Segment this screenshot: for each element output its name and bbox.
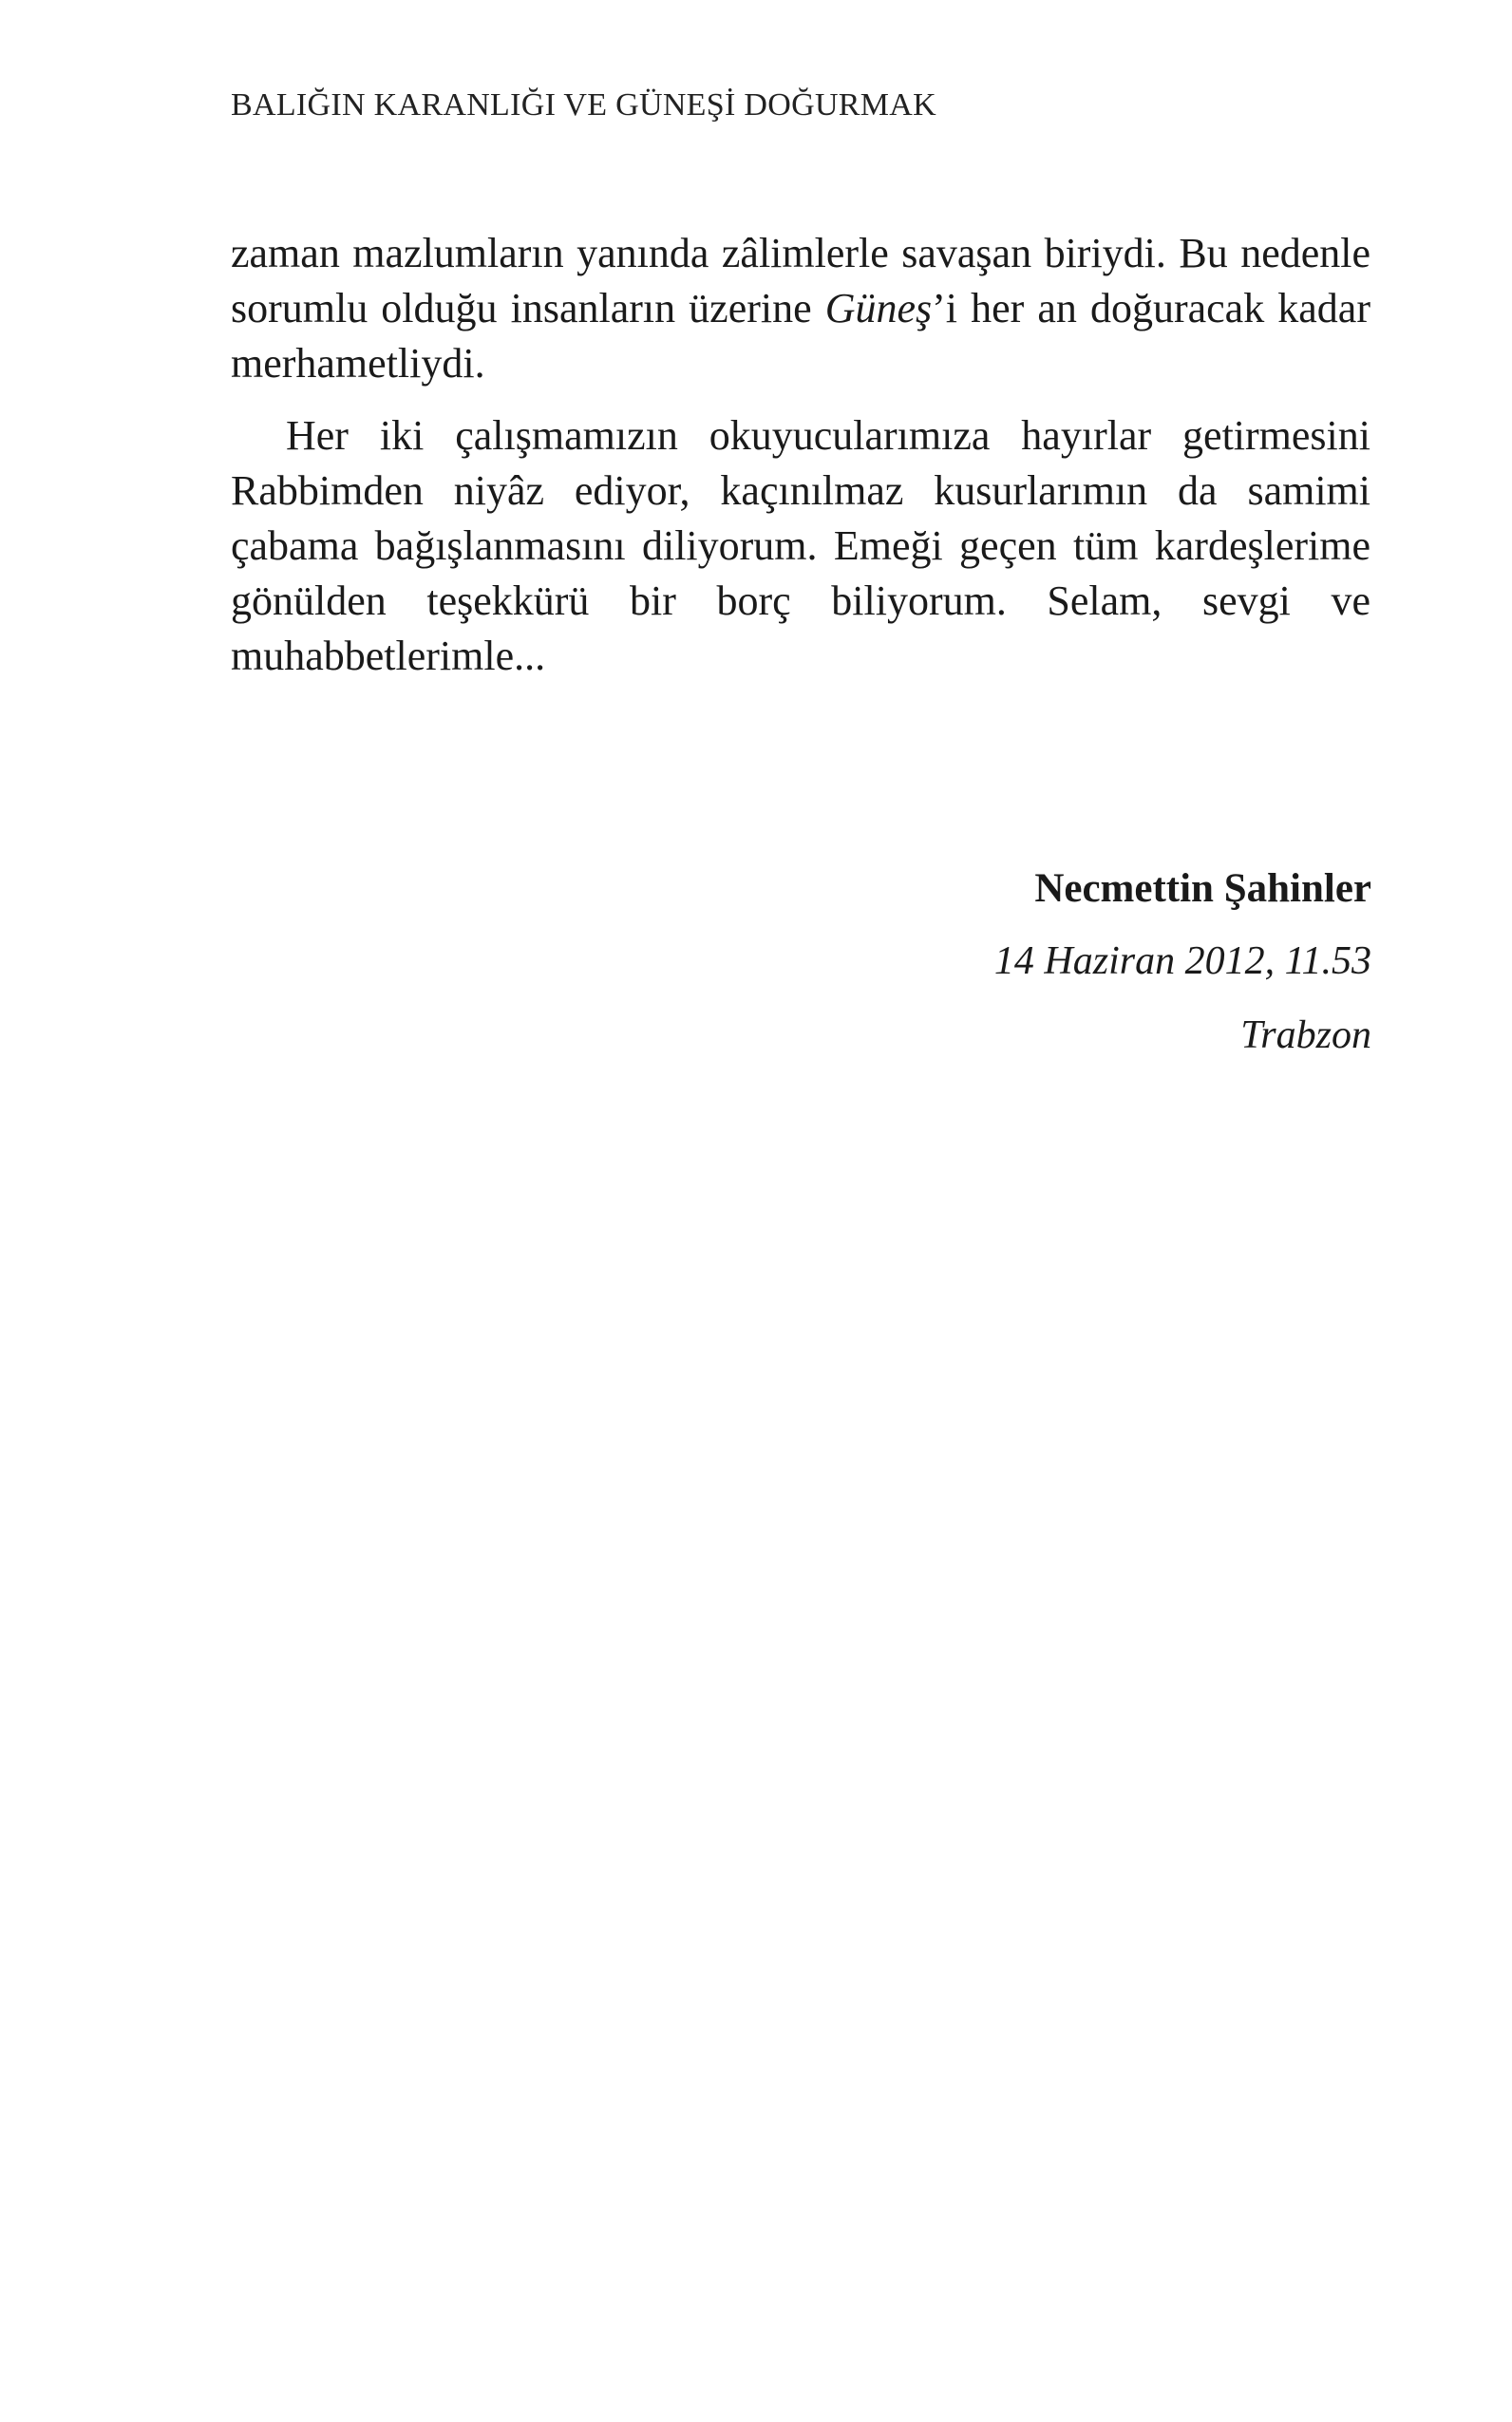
paragraph-text: zaman mazlumların yanında zâlimlerle savaşan biriydi. Bu nedenle sorumlu olduğu insanların üzerine (231, 230, 1370, 331)
signature-date: 14 Haziran 2012, 11.53 (993, 939, 1371, 983)
running-header: BALIĞIN KARANLIĞI VE GÜNEŞİ DOĞURMAK (231, 87, 937, 123)
paragraph (231, 226, 1370, 391)
signature-place: Trabzon (1240, 1013, 1371, 1057)
paragraph: Her iki çalışmamızın okuyucularımıza hayırlar getirmesini Rabbimden niyâz ediyor, kaçınılmaz kusurlarımın da samimi çabama bağışlanmasını diliyorum. Emeği geçen tüm kardeşlerime gönülden teşekkürü bir borç biliyorum. Selam, sevgi ve muhabbetlerimle... (231, 412, 1370, 679)
italic-term: Güneş (824, 285, 933, 331)
paragraph-text: ’i her an doğuracak kadar merhametliydi. (231, 285, 1370, 387)
author-name: Necmettin Şahinler (1034, 866, 1371, 911)
body-text (231, 226, 1370, 684)
signature-block (517, 862, 1371, 1062)
